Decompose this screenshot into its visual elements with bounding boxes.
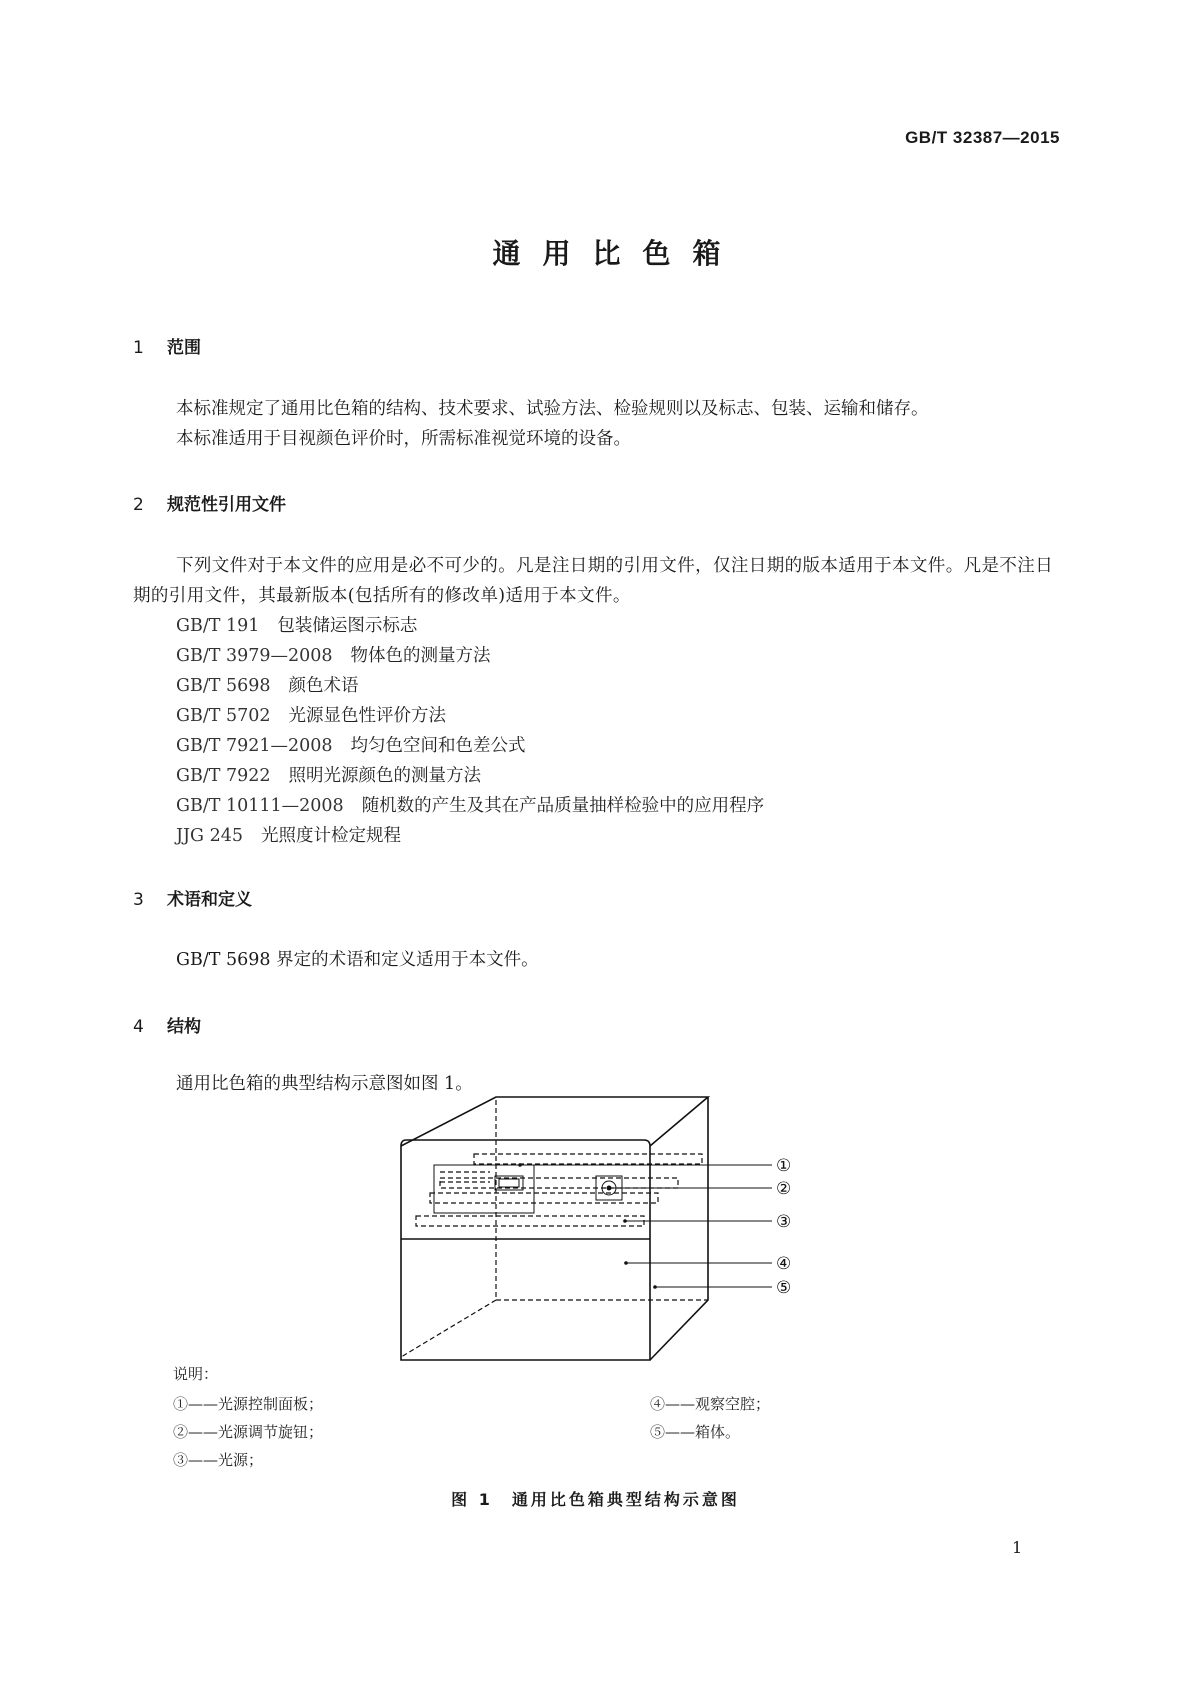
light-source-area — [416, 1216, 644, 1226]
paragraph: GB/T 5698 界定的术语和定义适用于本文件。 — [176, 950, 539, 970]
box-front-face — [401, 1140, 650, 1360]
reference-code: GB/T 5702 — [176, 706, 271, 726]
reference-code: GB/T 191 — [176, 616, 260, 636]
reference-title: 照明光源颜色的测量方法 — [288, 766, 482, 786]
legend-title: 说明： — [173, 1365, 219, 1383]
callout-3: ③ — [776, 1212, 792, 1232]
section-number: 4 — [133, 1017, 144, 1037]
section-title: 规范性引用文件 — [167, 495, 286, 515]
leader-dot-3 — [623, 1219, 627, 1223]
reference-title: 物体色的测量方法 — [350, 646, 491, 666]
figure-caption: 图 1 通用比色箱典型结构示意图 — [451, 1490, 740, 1509]
section-number: 3 — [133, 890, 144, 910]
reference-title: 均匀色空间和色差公式 — [350, 736, 526, 756]
section-title: 结构 — [167, 1017, 201, 1037]
reference-code: GB/T 7921—2008 — [176, 736, 333, 756]
reference-title: 光源显色性评价方法 — [288, 706, 447, 726]
paragraph: 本标准适用于目视颜色评价时，所需标准视觉环境的设备。 — [176, 429, 631, 449]
reference-code: GB/T 3979—2008 — [176, 646, 333, 666]
reference-title: 颜色术语 — [288, 676, 359, 696]
light-source-area — [430, 1193, 658, 1203]
standard-number: GB/T 32387—2015 — [905, 128, 1060, 147]
reference-title: 随机数的产生及其在产品质量抽样检验中的应用程序 — [361, 796, 765, 816]
paragraph: 通用比色箱的典型结构示意图如图 1。 — [176, 1074, 473, 1094]
legend-item: ③——光源； — [173, 1451, 264, 1469]
section-title: 术语和定义 — [167, 890, 252, 910]
legend-item: ②——光源调节旋钮； — [173, 1423, 324, 1441]
page-number: 1 — [1012, 1538, 1023, 1557]
light-source-area — [440, 1178, 678, 1188]
reference-code: GB/T 5698 — [176, 676, 271, 696]
leader-dot-1 — [518, 1163, 522, 1167]
legend-item: ④——观察空腔； — [650, 1395, 771, 1413]
callout-4: ④ — [776, 1254, 792, 1274]
light-source-area — [474, 1154, 702, 1164]
box-top-face — [401, 1097, 708, 1146]
reference-code: GB/T 7922 — [176, 766, 271, 786]
legend-item: ①——光源控制面板； — [173, 1395, 324, 1413]
paragraph: 本标准规定了通用比色箱的结构、技术要求、试验方法、检验规则以及标志、包装、运输和储存。 — [176, 399, 929, 419]
paragraph: 下列文件对于本文件的应用是必不可少的。凡是注日期的引用文件，仅注日期的版本适用于本文件。凡是不注日期的引用文件，其最新版本(包括所有的修改单)适用于本文件。 — [133, 556, 1054, 606]
section-title: 范围 — [167, 338, 201, 358]
section-number: 2 — [133, 495, 144, 515]
leader-dot-4 — [624, 1261, 628, 1265]
hidden-edge-diagonal — [401, 1300, 496, 1357]
callout-1: ① — [776, 1156, 792, 1176]
leader-dot-5 — [653, 1285, 657, 1289]
legend-item: ⑤——箱体。 — [650, 1423, 741, 1441]
page-title: 通用比色箱 — [492, 237, 743, 270]
reference-title: 包装储运图示标志 — [277, 616, 418, 636]
reference-title: 光照度计检定规程 — [260, 826, 401, 846]
callout-5: ⑤ — [776, 1278, 792, 1298]
section-number: 1 — [133, 338, 144, 358]
reference-code: GB/T 10111—2008 — [176, 796, 344, 816]
box-side-face — [650, 1097, 708, 1360]
panel-display-inner — [499, 1179, 519, 1187]
reference-code: JJG 245 — [176, 826, 243, 846]
callout-2: ② — [776, 1179, 792, 1199]
